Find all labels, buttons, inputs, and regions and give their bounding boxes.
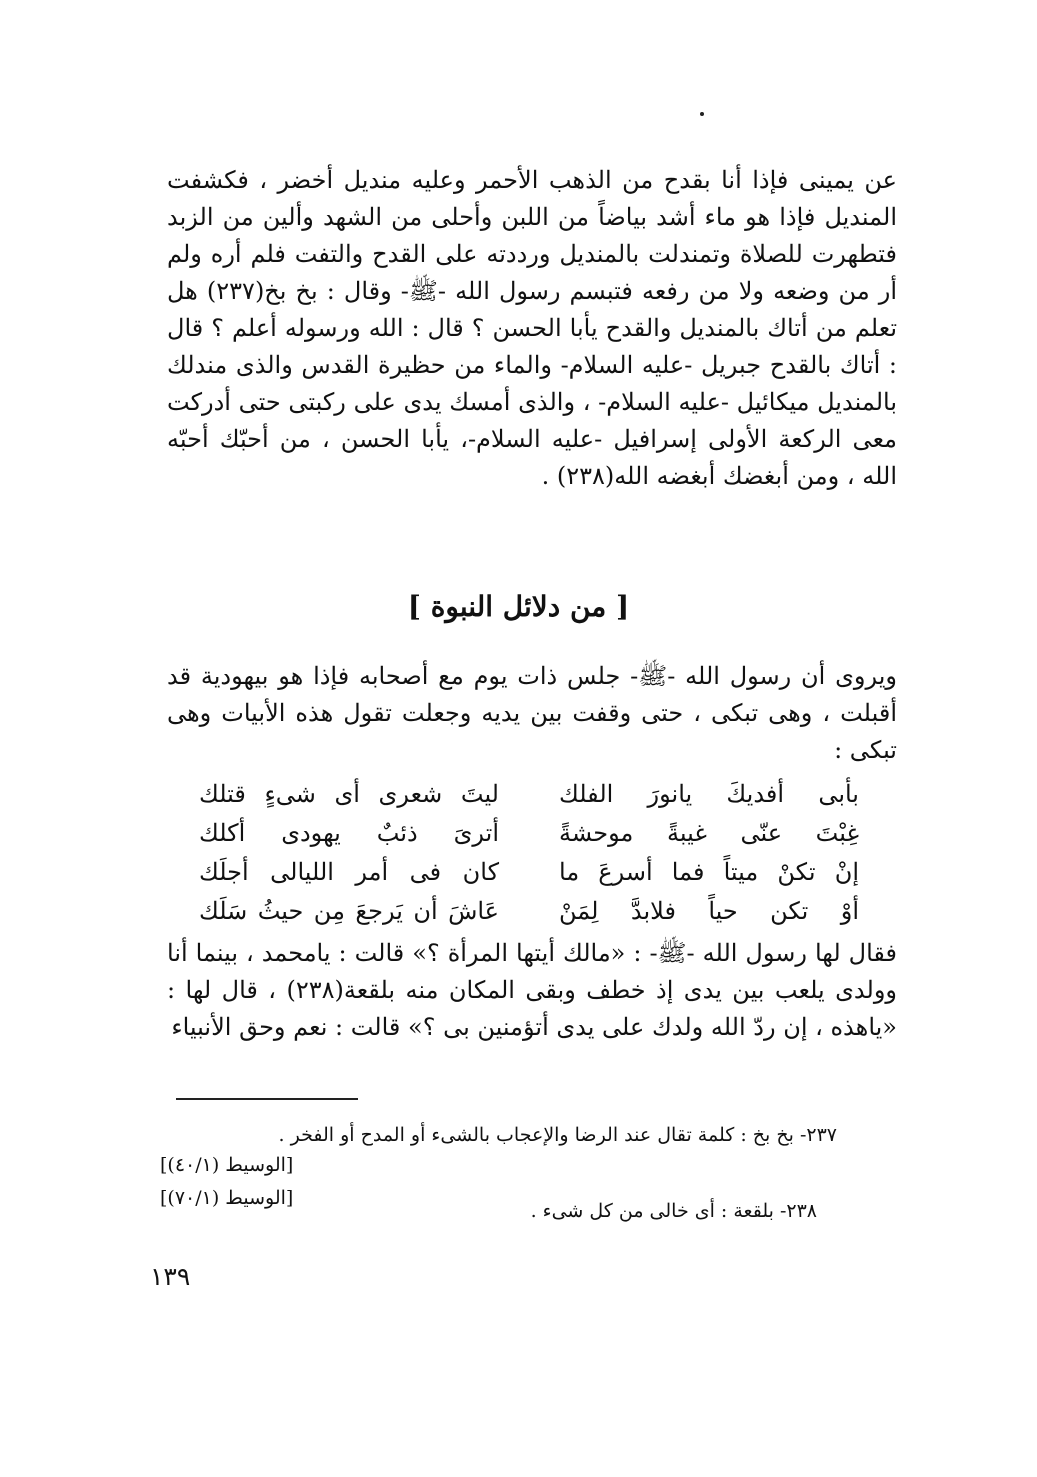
section-heading: [ من دلائل النبوة ] [407, 590, 630, 623]
paragraph-1: عن يمينى فإذا أنا بقدح من الذهب الأحمر وعليه منديل أخضر ، فكشفت المنديل فإذا هو ماء أشد بياضاً من اللبن وأحلى من الشهد وألين من الزبد فتطهرت للصلاة وتمندلت بالمنديل ورددته على القدح والتفت فلم أره ولم أر من وضعه ولا من رفعه فتبسم رسول الله -ﷺ- وقال : بخ بخ(٢٣٧) هل تعلم من أتاك بالمنديل والقدح يأبا الحسن ؟ قال : الله ورسوله أعلم ؟ قال : أتاك بالقدح جبريل -عليه السلام- والماء من حظيرة القدس والذى مندلك بالمنديل ميكائيل -عليه السلام- ، والذى أمسك يدى على ركبتى حتى أدركت معى الركعة الأولى إسرافيل -عليه السلام-، يأبا الحسن ، من أحبّك أحبّه الله ، ومن أبغضك أبغضه الله(٢٣٨) . [167, 166, 897, 490]
verse-first-hemistich: إنْ تكنْ ميتاً فما أسرعَ ما [559, 858, 859, 886]
poem [199, 775, 859, 931]
verse-first-hemistich: أوْ تكن حياً فلابدَّ لِمَنْ [559, 897, 859, 925]
footnote-238: ٢٣٨- بلقعة : أى خالى من كل شىء . [530, 1200, 817, 1222]
verse-second-hemistich: كان فى أمر الليالى أجلَك [199, 858, 499, 886]
footnote-237: ٢٣٧- بخ بخ : كلمة تقال عند الرضا والإعجاب بالشىء أو المدح أو الفخر . [278, 1124, 837, 1146]
footnote-237-source: [الوسيط (٤٠/١)] [160, 1154, 294, 1176]
verse-line [199, 775, 859, 814]
verse-line [199, 892, 859, 931]
verse-second-hemistich: ليتَ شعرى أى شىءٍ قتلك [199, 780, 499, 808]
footnote-238-source: [الوسيط (٧٠/١)] [160, 1187, 294, 1209]
verse-second-hemistich: عَاشَ أن يَرجعَ مِن حيثُ سَلَك [199, 897, 499, 925]
verse-second-hemistich: أترىَ ذئبٌ يهودى أكلك [199, 819, 499, 847]
verse-line [199, 814, 859, 853]
paragraph-2: ويروى أن رسول الله -ﷺ- جلس ذات يوم مع أصحابه فإذا هو بيهودية قد أقبلت ، وهى تبكى ، حتى وقفت بين يديه وجعلت تقول هذه الأبيات وهى تبكى : [167, 662, 897, 764]
verse-line [199, 853, 859, 892]
ink-speck [700, 112, 704, 116]
footnote-separator [176, 1098, 358, 1100]
paragraph-3: فقال لها رسول الله -ﷺ- : «مالك أيتها المرأة ؟» قالت : يامحمد ، بينما أنا وولدى يلعب بين يدى إذ خطف وبقى المكان منه بلقعة(٢٣٨) ، قال لها : «ياهذه ، إن ردّ الله ولدك على يدى أتؤمنين بى ؟» قالت : نعم وحق الأنبياء [167, 939, 897, 1041]
verse-first-hemistich: بأبى أفديكَ يانورَ الفلك [559, 780, 859, 808]
verse-first-hemistich: غِبْتَ عنّى غيبةً موحشةً [559, 819, 859, 847]
page-number: ١٣٩ [150, 1262, 191, 1291]
